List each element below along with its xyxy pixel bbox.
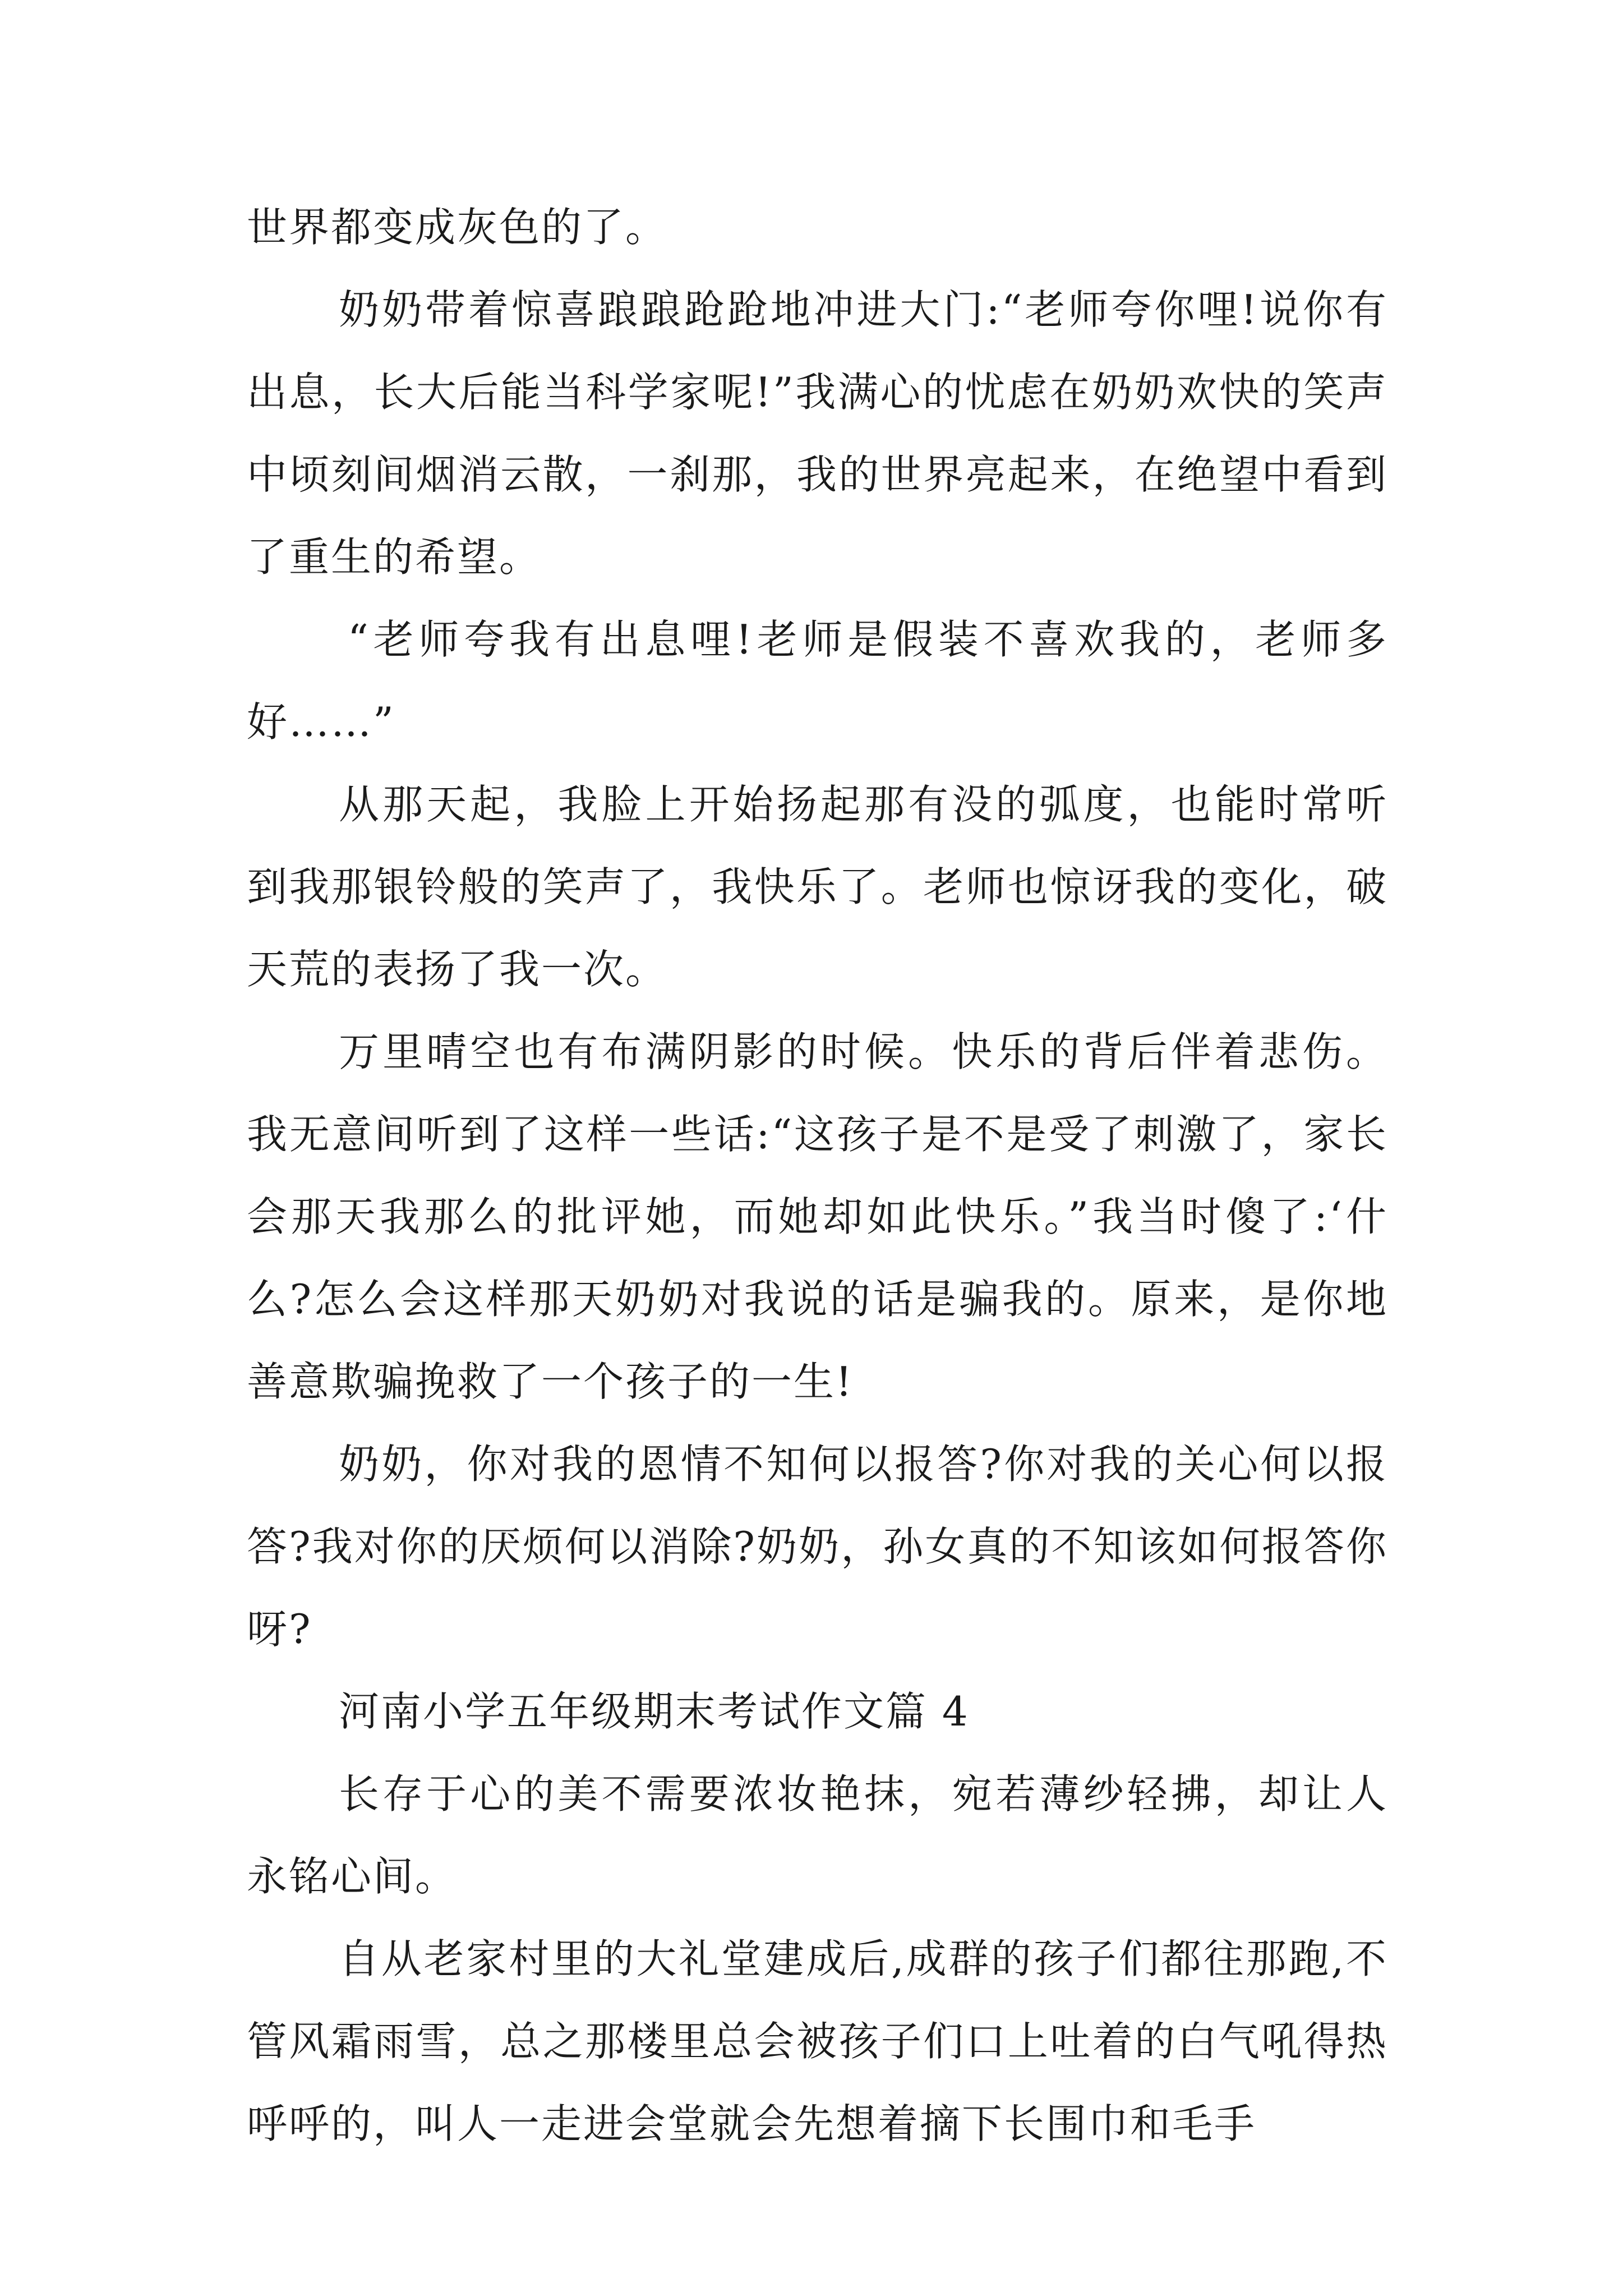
paragraph: 从那天起，我脸上开始扬起那有没的弧度，也能时常听到我那银铃般的笑声了，我快乐了。老师也惊讶我的变化，破天荒的表扬了我一次。	[247, 781, 1388, 993]
paragraph: 长存于心的美不需要浓妆艳抹，宛若薄纱轻拂，却让人永铭心间。	[247, 1770, 1388, 1900]
paragraph: 奶奶，你对我的恩情不知何以报答?你对我的关心何以报答?我对你的厌烦何以消除?奶奶，孙女真的不知该如何报答你呀?	[247, 1441, 1388, 1653]
paragraph-quote: “老师夸我有出息哩!老师是假装不喜欢我的，老师多好……”	[247, 616, 1388, 746]
section-heading: 河南小学五年级期末考试作文篇 4	[339, 1688, 970, 1735]
paragraph: 自从老家村里的大礼堂建成后,成群的孩子们都往那跑,不管风霜雨雪，总之那楼里总会被孩子们口上吐着的白气吼得热呼呼的，叫人一走进会堂就会先想着摘下长围巾和毛手	[247, 1935, 1388, 2147]
essay-body	[247, 186, 1388, 2165]
paragraph: 万里晴空也有布满阴影的时候。快乐的背后伴着悲伤。我无意间听到了这样一些话:“这孩子是不是受了刺激了，家长会那天我那么的批评她，而她却如此快乐。”我当时傻了:‘什么?怎么会这样那天奶奶对我说的话是骗我的。原来，是你地善意欺骗挽救了一个孩子的一生!	[247, 1028, 1388, 1405]
paragraph-continuation: 世界都变成灰色的了。	[247, 204, 668, 251]
paragraph: 奶奶带着惊喜踉踉跄跄地冲进大门:“老师夸你哩!说你有出息，长大后能当科学家呢!”我满心的忧虑在奶奶欢快的笑声中顷刻间烟消云散，一刹那，我的世界亮起来，在绝望中看到了重生的希望。	[247, 286, 1388, 581]
